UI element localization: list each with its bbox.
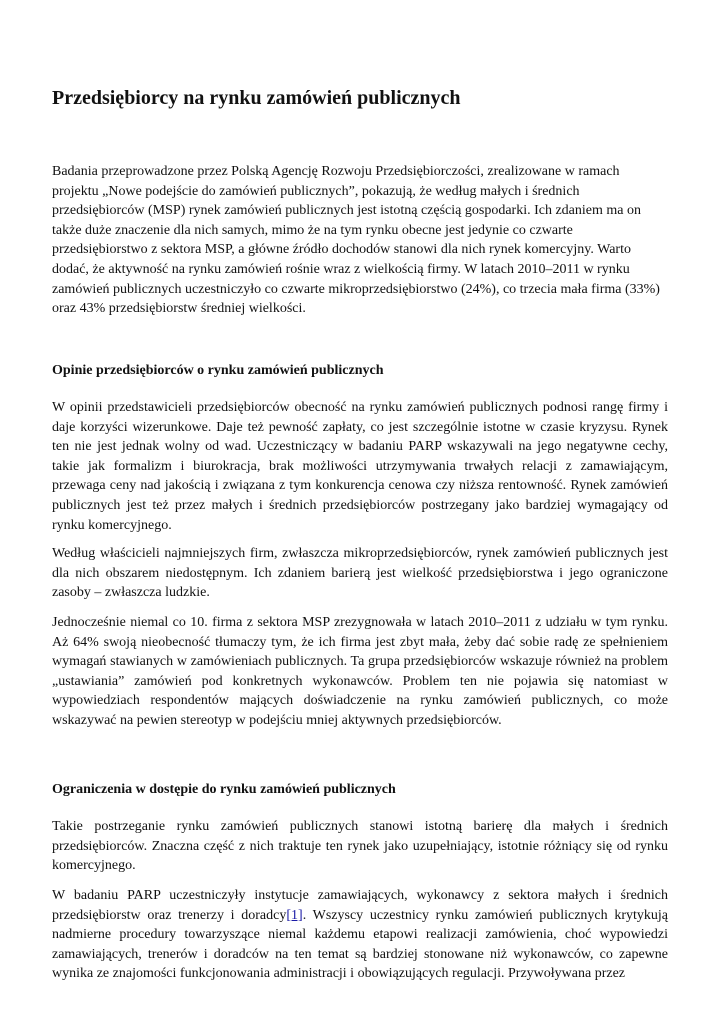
opinions-paragraph-3: Jednocześnie niemal co 10. firma z sektora MSP zrezygnowała w latach 2010–2011 z udziału w tym rynku. Aż 64% swoją nieobecność tłumaczy tym, że ich firma jest zbyt mała, żeby dać sobie radę ze spełnieniem wymagań stawianych w zamówieniach publicznych. Ta grupa przedsiębiorców wskazuje również na problem „ustawiania” zamówień pod konkretnych wykonawców. Problem ten nie pojawia się natomiast w wypowiedziach respondentów mających doświadczenie na rynku zamówień publicznych, co może wskazywać na pewien stereotyp w podejściu mniej aktywnych przedsiębiorców. — [52, 615, 668, 728]
intro-paragraph: Badania przeprowadzone przez Polską Agencję Rozwoju Przedsiębiorczości, zrealizowane w ramach projektu „Nowe podejście do zamówień publicznych”, pokazują, że według małych i średnich przedsiębiorców (MSP) rynek zamówień publicznych jest istotną częścią gospodarki. Ich zdaniem ma on także duże znaczenie dla nich samych, mimo że na tym rynku obecne jest jedynie co czwarte przedsiębiorstwo z sektora MSP, a główne źródło dochodów stanowi dla nich rynek komercyjny. Warto dodać, że aktywność na rynku zamówień rośnie wraz z wielkością firmy. W latach 2010–2011 w rynku zamówień publicznych uczestniczyło co czwarte mikroprzedsiębiorstwo (24%), co trzecia mała firma (33%) oraz 43% przedsiębiorstw średniej wielkości. — [52, 164, 660, 317]
section-heading-opinions: Opinie przedsiębiorców o rynku zamówień publicznych — [52, 363, 384, 378]
paragraph-text-start: W badaniu PARP uczestniczyły instytucje zamawiających, wykonawcy z sektora małych i średnich przedsiębiorstw oraz trenerzy i doradcy — [52, 888, 668, 923]
opinions-paragraph-1: W opinii przedstawicieli przedsiębiorców obecność na rynku zamówień publicznych podnosi rangę firmy i daje korzyści wizerunkowe. Daje też pewność zapłaty, co jest szczególnie istotne w czasie kryzysu. Rynek ten nie jest jednak wolny od wad. Uczestniczący w badaniu PARP wskazywali na jego negatywne cechy, takie jak formalizm i biurokracja, brak możliwości utrzymywania trwałych relacji z zamawiającym, przewaga ceny nad jakością i związana z tym konkurencja cenowa czy niższa rentowność. Rynek zamówień publicznych jest też przez małych i średnich przedsiębiorców postrzegany jako bardziej wymagający od rynku komercyjnego. — [52, 400, 668, 533]
section-heading-limitations: Ograniczenia w dostępie do rynku zamówień publicznych — [52, 782, 396, 797]
footnote-link[interactable]: [1] — [286, 907, 303, 923]
opinions-paragraph-2: Według właścicieli najmniejszych firm, zwłaszcza mikroprzedsiębiorców, rynek zamówień publicznych jest dla nich obszarem niedostępnym. Ich zdaniem barierą jest wielkość przedsiębiorstwa i jego ograniczone zasoby – zwłaszcza ludzkie. — [52, 546, 668, 601]
page-title: Przedsiębiorcy na rynku zamówień publicznych — [52, 87, 461, 109]
paragraph-text-end: . Wszyscy uczestnicy rynku zamówień publicznych krytykują nadmierne procedury towarzyszące niemal każdemu etapowi realizacji zamówienia, choć wypowiedzi zamawiających, trenerów i doradców na ten temat są bardziej stonowane niż wykonawców, co zapewne wynika ze znajomości funkcjonowania administracji i obowiązujących regulacji. Przywoływana przez — [52, 907, 668, 982]
limitations-paragraph-2 — [52, 886, 668, 984]
limitations-paragraph-1: Takie postrzeganie rynku zamówień publicznych stanowi istotną barierę dla małych i średnich przedsiębiorców. Znaczna część z nich traktuje ten rynek jako uzupełniający, istotnie różniący się od rynku komercyjnego. — [52, 819, 668, 874]
